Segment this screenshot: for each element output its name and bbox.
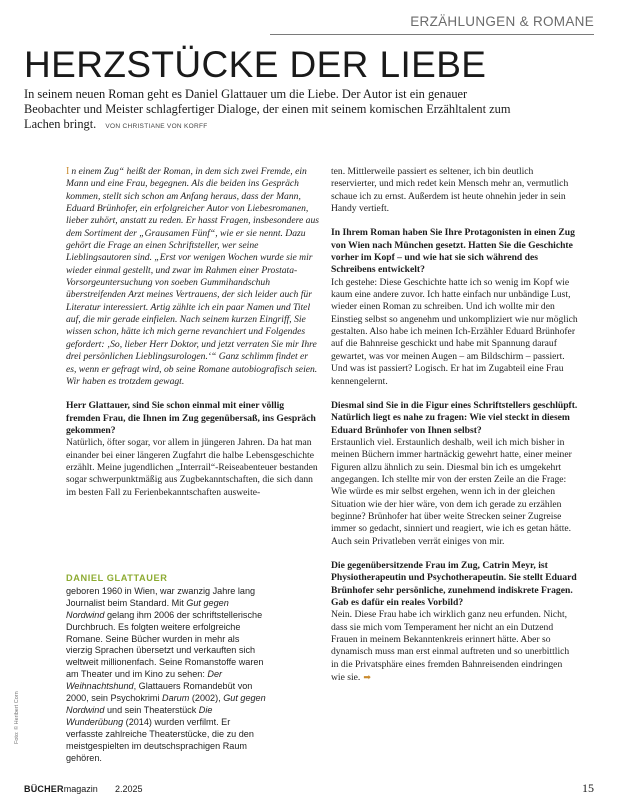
intro-text: n einem Zug“ heißt der Roman, in dem sich zwei Fremde, ein Mann und eine Frau, begegnen. Als die beiden ins Gespräch kommen, stellt sich schon am Anfang heraus, dass der Mann, Eduard Brünhofer, ein erfolgreicher Autor von Liebesromanen, lieber zuhört, anstatt zu reden. Er hasst Fragen, insbesondere aus dem Sortiment der „Grausamen Fünf“, wie er sie nennt. Dazu gehört die Frage an einen Schriftsteller, wer seine Lieblingsautoren sind. „Erst vor wenigen Wochen wurde sie mir wieder einmal gestellt, und zwar im Rahmen einer Prostata-Vorsorgeuntersuchung von soeben Gummihandschuh überstreifenden Arzt meines Vertrauens, der sich leider auch für Literatur interessiert. Artig zählte ich ein paar Namen und Titel auf, die mir gerade einfielen. Nach seinem kurzen Eingriff, Sie wissen schon, hätte ich mich gerne revanchiert und Folgendes gefordert: ‚So, lieber Herr Doktor, und jetzt verraten Sie mir Ihre drei persönlichen Lieblingsurologen.‘“ Ganz schlimm findet er es, wenn er gefragt wird, ob seine Romane autobiografisch seien. Wir haben es trotzdem gewagt. [66, 166, 319, 387]
book-title: Der Weihnachtshund [66, 669, 223, 692]
right-text-column [331, 166, 578, 684]
interview-question: Herr Glattauer, sind Sie schon einmal mit einer völlig fremden Frau, die Ihnen im Zug gegenübersaß, ins Gespräch gekommen? [66, 400, 316, 436]
article-headline: HERZSTÜCKE DER LIEBE [24, 44, 487, 85]
author-bio-box [66, 573, 266, 765]
interview-question: In Ihrem Roman haben Sie Ihre Protagonisten in einen Zug von Wien nach München gesetzt. Hatten Sie die Geschichte vorher im Kopf – und wie hat sie sich während des Schreibens entwickelt? [331, 227, 575, 276]
interview-answer: Erstaunlich viel. Erstaunlich deshalb, weil ich mich bisher in meinen Büchern immer hartnäckig gewehrt hatte, einer meiner Figuren allzu ähnlich zu sein. Diesmal bin ich es umgekehrt angegangen. Ich stellte mir von der ersten Zeile an die Frage: Wie würde es mir selbst ergehen, wenn ich in der gleichen Situation wie der hier wäre, von dem ich gerade zu erzählen beginne? Brünhofer hat über weite Strecken seiner Zugreise immer so gedacht, sinniert und reagiert, wie ich es getan hätte. Auch sein Privatleben verrät einiges von mir. [331, 436, 572, 547]
interview-question: Diesmal sind Sie in die Figur eines Schriftstellers geschlüpft. Natürlich liegt es nahe zu fragen: Wie viel steckt in diesem Eduard Brünhofer von Ihnen selbst? [331, 399, 578, 436]
article-teaser [24, 87, 514, 135]
book-title: Gut gegen Nordwind [66, 597, 229, 620]
section-divider [270, 34, 594, 35]
book-title: Darum [162, 693, 190, 704]
left-text-column [66, 166, 320, 499]
interview-question: Die gegenübersitzende Frau im Zug, Catrin Meyr, ist Physiotherapeutin und Psychotherapeutin. Sie stellt Eduard Brünhofer sehr persönliche, zunehmend indiskrete Fragen. Gab es dafür ein reales Vorbild? [331, 559, 577, 608]
bio-text: geboren 1960 in Wien, war zwanzig Jahre lang Journalist beim Standard. Mit Gut gegen Nordwind gelang ihm 2006 der schriftstellerische Durchbruch. Es folgten weitere erfolgreiche Romane. Seine Bücher wurden in mehr als vierzig Sprachen übersetzt und verkauften sich weltweit millionenfach. Seine Romanstoffe waren am Theater und im Kino zu sehen: Der Weihnachtshund, Glattauers Romandebüt von 2000, sein Psychokrimi Darum (2002), Gut gegen Nordwind und sein Theaterstück Die Wunderübung (2014) wurden verfilmt. Er verfasste zahlreiche Theaterstücke, die zu den meistgespielten im deutschsprachigen Raum gehören. [66, 585, 266, 763]
section-label: ERZÄHLUNGEN & ROMANE [410, 14, 594, 29]
magazine-brand: BÜCHERmagazin [24, 784, 98, 794]
bio-heading: DANIEL GLATTAUER [66, 573, 168, 583]
interview-answer: Ich gestehe: Diese Geschichte hatte ich so wenig im Kopf wie kaum eine andere zuvor. Ich hatte einfach nur unbändige Lust, wieder einen Roman zu schreiben. Und ich wollte mir den Einstieg selbst so angenehm und unkompliziert wie nur möglich gestalten. Also habe ich meinen Ich-Erzähler Eduard Brünhofer auf die Bahnreise geschickt und habe mit Spannung darauf gewartet, was vor meinen Augen – am Bildschirm – passiert. Und was ist passiert? Logisch. Er hat im Zugabteil eine Frau kennengelernt. [331, 276, 578, 387]
interview-answer-continued: ten. Mittlerweile passiert es seltener, ich bin deutlich reservierter, und mich redet kein Mensch mehr an, vermutlich schaue ich zu ernst. Außerdem ist heute ohnehin jeder in sein Handy vertieft. [331, 166, 569, 215]
author-byline: VON CHRISTIANE VON KORFF [105, 123, 208, 131]
interview-answer: Natürlich, öfter sogar, vor allem in jüngeren Jahren. Da hat man einander bei einer längeren Zugfahrt die halbe Lebensgeschichte erzählt. Meine jugendlichen „Interrail“-Reiseabenteuer bestanden sogar schwerpunktmäßig aus Zugbekanntschaften, die sich dann im besten Fall zu Ferienbekanntschaften ausweite- [66, 437, 318, 498]
issue-number: 2.2025 [115, 784, 143, 794]
interview-answer: Nein. Diese Frau habe ich wirklich ganz neu erfunden. Nicht, dass sie mich vom Temperament her nicht an ein Dutzend Frauen in meinem Bekanntenkreis erinnert hätte. Aber so dynamisch muss man erst einmal auftreten und so unerbittlich in die Privatsphäre eines fremden Bahnreisenden eindringen wie sie. ➡ [331, 609, 570, 684]
arrow-right-icon: ➡ [363, 672, 371, 683]
drop-cap: I [66, 166, 70, 177]
photo-credit: Foto: © Heribert Corn [14, 691, 20, 744]
book-title: Die Wunderübung [66, 704, 213, 727]
intro-paragraph [66, 166, 320, 388]
teaser-text: In seinem neuen Roman geht es Daniel Glattauer um die Liebe. Der Autor ist ein genauer Beobachter und Meister schlagfertiger Dialoge, der einen mit seinem komischen Erzähltalent zum Lachen bringt. [24, 87, 511, 132]
page-number: 15 [582, 781, 594, 795]
book-title: Gut gegen Nordwind [66, 693, 266, 715]
